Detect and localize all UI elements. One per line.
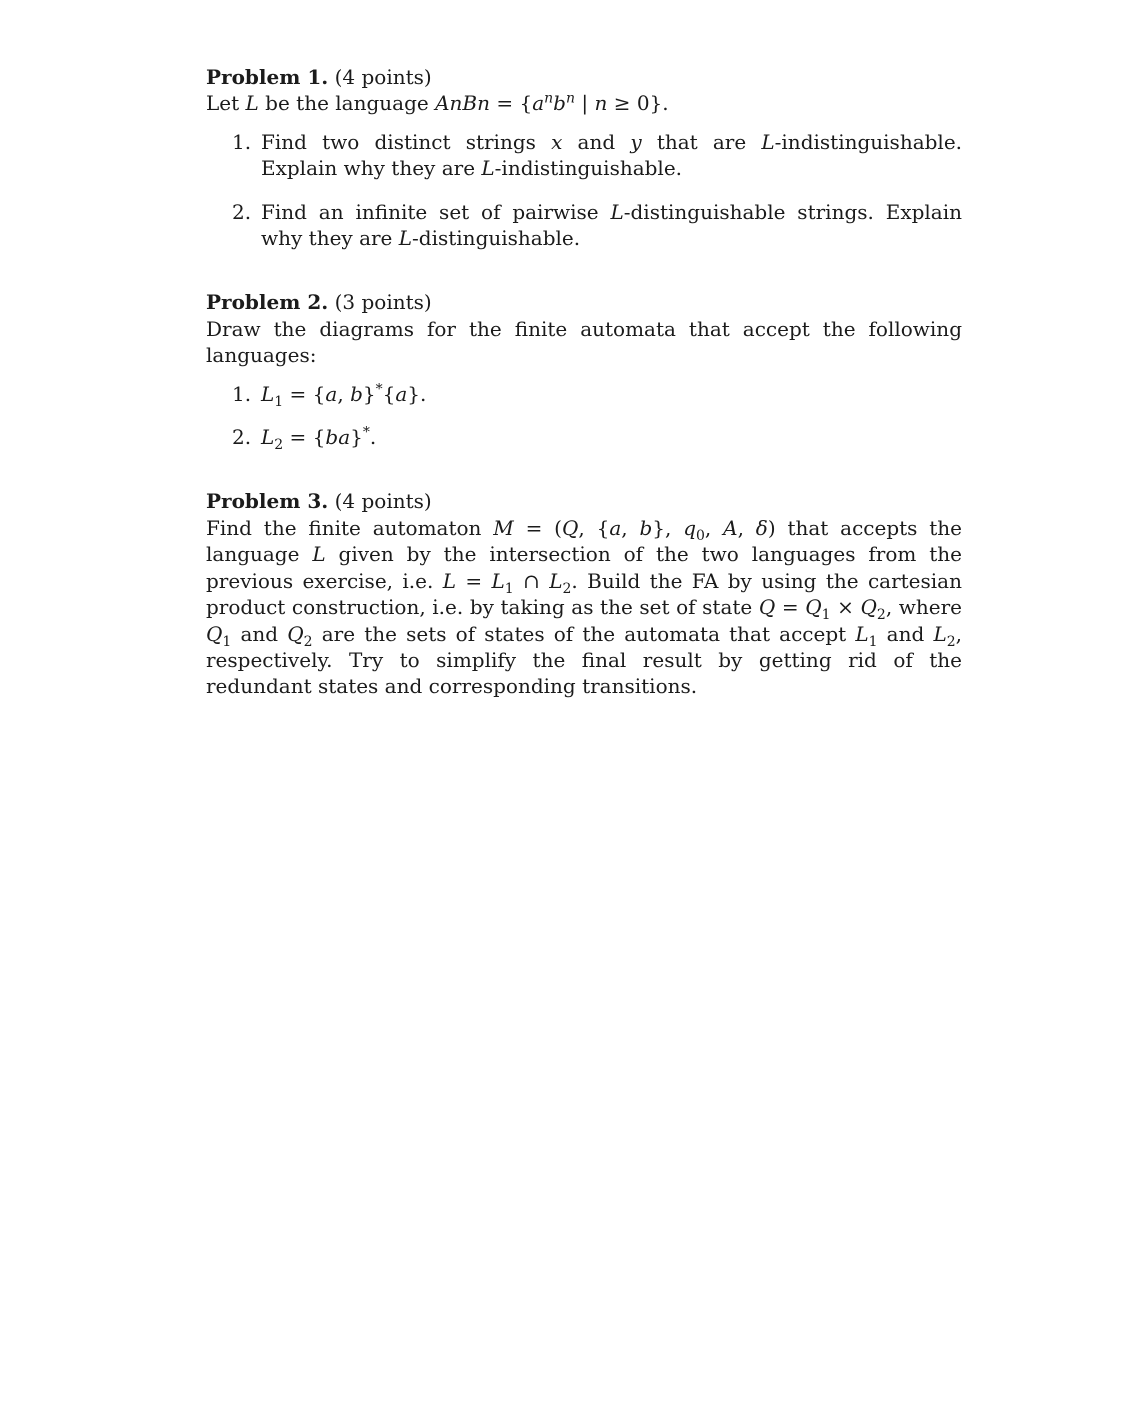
- list-item: 1. Find two distinct strings x and y that are L-indistinguishable. Explain why they are L-indistinguishable.: [232, 129, 963, 181]
- list-item: 2. Find an infinite set of pairwise L-distinguishable strings. Explain why they are L-distinguishable.: [232, 199, 962, 251]
- item-number: 2.: [232, 199, 252, 224]
- problem-points: (4 points): [334, 489, 432, 514]
- problem-2-intro: Draw the diagrams for the finite automata that accept the following languages:: [206, 316, 962, 368]
- problem-1-intro: Let L be the language AnBn = {$a^nb^n$ | n ≥ 0}.: [206, 90, 669, 116]
- item-number: 2.: [232, 425, 252, 450]
- problem-2: [206, 289, 962, 454]
- document-page: [206, 64, 962, 700]
- list-item: 1. $L_1 = \{a$, b}*{a}.: [232, 381, 427, 410]
- problem-2-heading: [206, 289, 962, 315]
- problem-points: (4 points): [334, 65, 432, 89]
- problem-3: [206, 488, 962, 699]
- problem-2-list: [206, 381, 962, 454]
- problem-1-heading: [206, 64, 962, 90]
- problem-3-heading: [206, 488, 962, 514]
- problem-1-list: [206, 129, 962, 252]
- item-number: 1.: [232, 381, 252, 406]
- problem-points: (3 points): [334, 290, 432, 315]
- item-number: 1.: [232, 129, 252, 154]
- problem-title: Problem 1.: [206, 65, 329, 89]
- problem-1: [206, 64, 962, 251]
- problem-title: Problem 2.: [206, 290, 329, 315]
- problem-3-body: Find the finite automaton M = (Q, {a, b}, $q_0$, A, δ) that accepts the language L given by the intersection of the two languages from the previous exercise, i.e. $L = L_1$ ∩ $L_2$. Build the FA by using the cartesian product construction, i.e. by taking as the set of state $Q = Q_1 \times Q_2$, where $Q_1$ and $Q_2$ are the sets of states of the automata that accept $L_1$ and $L_2$, respectively. Try to simplify the final result by getting rid of the redundant states and corresponding transitions.: [206, 515, 963, 699]
- problem-title: Problem 3.: [206, 489, 329, 514]
- list-item: 2. $L_2 = \{ba\}^*$.: [232, 424, 377, 454]
